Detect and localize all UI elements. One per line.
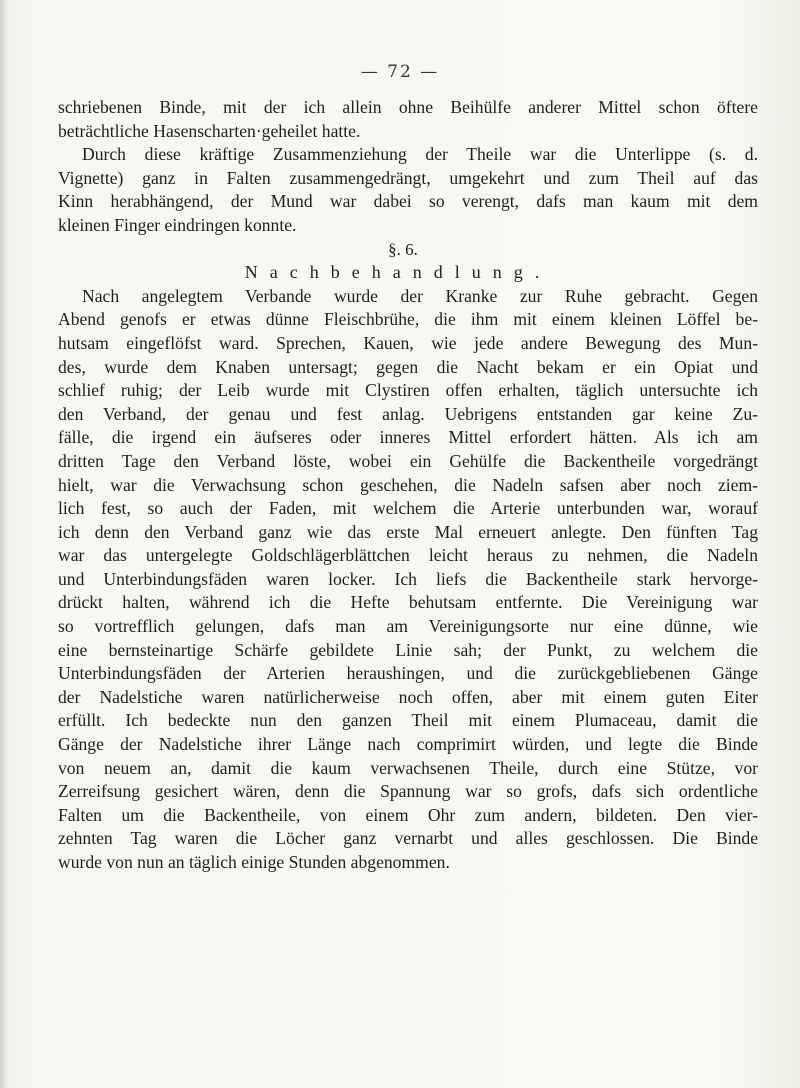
- body-text: [58, 96, 758, 875]
- text-line: wurde von nun an täglich einige Stunden abgenommen.: [58, 852, 450, 872]
- text-line: eine bernsteinartige Schärfe gebildete Linie sah; der Punkt, zu welchem die: [58, 639, 758, 660]
- text-line: des, wurde dem Knaben untersagt; gegen die Nacht bekam er ein Opiat und: [58, 356, 758, 377]
- page-edge-shadow: [0, 0, 8, 1088]
- text-line: hielt, war die Verwachsung schon geschehen, die Nadeln safsen aber noch ziem-: [58, 474, 758, 495]
- text-line: Nach angelegtem Verbande wurde der Kranke zur Ruhe gebracht. Gegen: [82, 285, 758, 306]
- text-line: dritten Tage den Verband löste, wobei ein Gehülfe die Backentheile vorgedrängt: [58, 450, 758, 471]
- text-line: so vortrefflich gelungen, dafs man am Vereinigungsorte nur eine dünne, wie: [58, 616, 758, 637]
- text-line: und Unterbindungsfäden waren locker. Ich liefs die Backentheile stark hervorge-: [58, 568, 758, 589]
- text-line: hutsam eingeflöfst ward. Sprechen, Kauen, wie jede andere Bewegung des Mun-: [58, 332, 758, 353]
- text-line: Kinn herabhängend, der Mund war dabei so verengt, dafs man kaum mit dem: [58, 191, 758, 212]
- text-line: Gänge der Nadelstiche ihrer Länge nach comprimirt würden, und legte die Binde: [58, 734, 758, 755]
- text-line: erfüllt. Ich bedeckte nun den ganzen Theil mit einem Plumaceau, damit die: [58, 710, 758, 731]
- text-line: schlief ruhig; der Leib wurde mit Clystiren offen erhalten, täglich untersuchte ich: [58, 380, 758, 401]
- text-line: Falten um die Backentheile, von einem Ohr zum andern, bildeten. Den vier-: [58, 804, 758, 825]
- text-line: kleinen Finger eindringen konnte.: [58, 214, 297, 235]
- text-line: Durch diese kräftige Zusammenziehung der Theile war die Unterlippe (s. d.: [82, 144, 758, 165]
- text-line: lich fest, so auch der Faden, mit welchem die Arterie unterbunden war, worauf: [58, 498, 758, 519]
- text-line: zehnten Tag waren die Löcher ganz vernarbt und alles geschlossen. Die Binde: [58, 828, 758, 849]
- section-title: Nachbehandlung.: [244, 262, 552, 283]
- text-line: drückt halten, während ich die Hefte behutsam entfernte. Die Vereinigung war: [58, 592, 758, 613]
- text-line: beträchtliche Hasenscharten·geheilet hatte.: [58, 120, 361, 141]
- text-line: Unterbindungsfäden der Arterien heraushingen, und die zurückgebliebenen Gänge: [58, 663, 758, 684]
- text-line: war das untergelegte Goldschlägerblättchen leicht heraus zu nehmen, die Nadeln: [58, 545, 758, 566]
- text-line: Vignette) ganz in Falten zusammengedrängt, umgekehrt und zum Theil auf das: [58, 167, 758, 188]
- text-line: schriebenen Binde, mit der ich allein ohne Beihülfe anderer Mittel schon öftere: [58, 97, 758, 117]
- text-line: Abend genofs er etwas dünne Fleischbrühe, die ihm mit einem kleinen Löffel be-: [58, 309, 758, 330]
- page-number-header: — 72 —: [360, 62, 440, 82]
- text-line: fälle, die irgend ein äufseres oder inneres Mittel erfordert hätten. Als ich am: [58, 427, 758, 448]
- text-line: ich denn den Verband ganz wie das erste Mal erneuert anlegte. Den fünften Tag: [58, 521, 758, 542]
- text-line: von neuem an, damit die kaum verwachsenen Theile, durch eine Stütze, vor: [58, 757, 758, 778]
- text-line: der Nadelstiche waren natürlicherweise noch offen, aber mit einem guten Eiter: [58, 686, 758, 707]
- text-line: Zerreifsung gesichert wären, denn die Spannung war so grofs, dafs sich ordentliche: [58, 781, 758, 802]
- section-number: §. 6.: [388, 239, 418, 259]
- text-line: den Verband, der genau und fest anlag. Uebrigens entstanden gar keine Zu-: [58, 403, 758, 424]
